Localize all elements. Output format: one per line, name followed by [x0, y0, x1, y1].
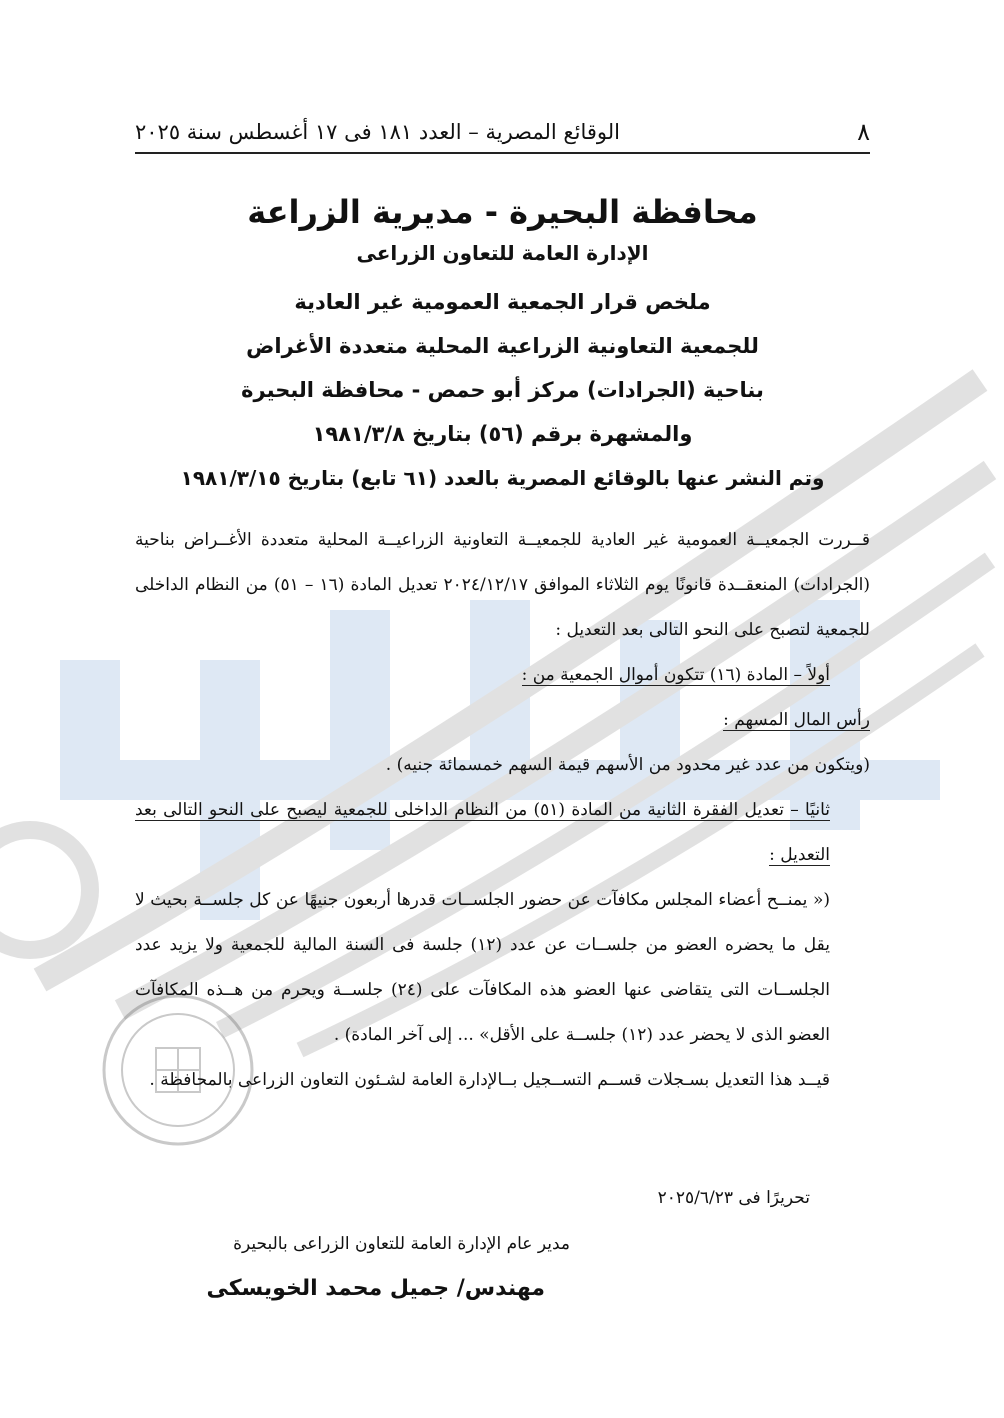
issue-date: تحريرًا فى ٢٠٢٥/٦/٢٣	[657, 1188, 810, 1208]
sub-title: الإدارة العامة للتعاون الزراعى	[356, 241, 649, 265]
heading-line: وتم النشر عنها بالوقائع المصرية بالعدد (٦١ تابع) بتاريخ ١٩٨١/٣/١٥	[180, 466, 825, 490]
heading-line: بناحية (الجرادات) مركز أبو حمص - محافظة البحيرة	[241, 378, 764, 402]
decision-titles	[135, 188, 870, 500]
decision-body	[135, 518, 870, 1103]
body-paragraph: قيــد هذا التعديل بسـجلات قســم التســجيل بــالإدارة العامة لشـئون التعاون الزراعى بالمحافظة .	[149, 1070, 830, 1090]
signature-title: مدير عام الإدارة العامة للتعاون الزراعى بالبحيرة	[233, 1234, 570, 1254]
page-number: ٨	[857, 118, 870, 146]
body-paragraph: (« يمنــح أعضاء المجلس مكافآت عن حضور الجلســات قدرها أربعون جنيهًا عن كل جلســة بحيث لا يقل ما يحضره العضو من جلســات عن عدد (١٢) جلسة فى السنة المالية للجمعية ولا يزيد عدد الجلســات التى يتقاضى عنها العضو هذه المكافآت على (٢٤) جلســة ويحرم من هــذه المكافآت العضو الذى لا يحضر عدد (١٢) جلســة على الأقل» ... إلى آخر المادة) .	[135, 890, 831, 1045]
body-paragraph: قــررت الجمعيــة العمومية غير العادية للجمعيــة التعاونية الزراعيــة المحلية متعددة الأغــراض بناحية (الجرادات) المنعقــدة قانونًا يوم الثلاثاء الموافق ٢٠٢٤/١٢/١٧ تعديل المادة (١٦ – ٥١) من النظام الداخلى للجمعية لتصبح على النحو التالى بعد التعديل :	[135, 530, 871, 640]
article-16-heading: أولاً – المادة (١٦) تتكون أموال الجمعية من :	[521, 665, 830, 685]
main-title: محافظة البحيرة - مديرية الزراعة	[247, 193, 758, 231]
gazette-issue-title: الوقائع المصرية – العدد ١٨١ فى ١٧ أغسطس سنة ٢٠٢٥	[135, 120, 620, 144]
article-51-heading: ثانيًا – تعديل الفقرة الثانية من المادة (٥١) من النظام الداخلى للجمعية ليصبح على النحو التالى بعد التعديل :	[135, 800, 830, 865]
heading-line: ملخص قرار الجمعية العمومية غير العادية	[294, 290, 711, 314]
heading-line: والمشهرة برقم (٥٦) بتاريخ ١٩٨١/٣/٨	[312, 422, 693, 446]
running-header	[135, 112, 870, 154]
capital-label: رأس المال المسهم :	[723, 710, 870, 730]
signature-name: مهندس/ جميل محمد الخويسكى	[206, 1276, 545, 1301]
body-paragraph: (ويتكون من عدد غير محدود من الأسهم قيمة السهم خمسمائة جنيه) .	[385, 755, 870, 775]
heading-line: للجمعية التعاونية الزراعية المحلية متعددة الأغراض	[246, 334, 759, 358]
